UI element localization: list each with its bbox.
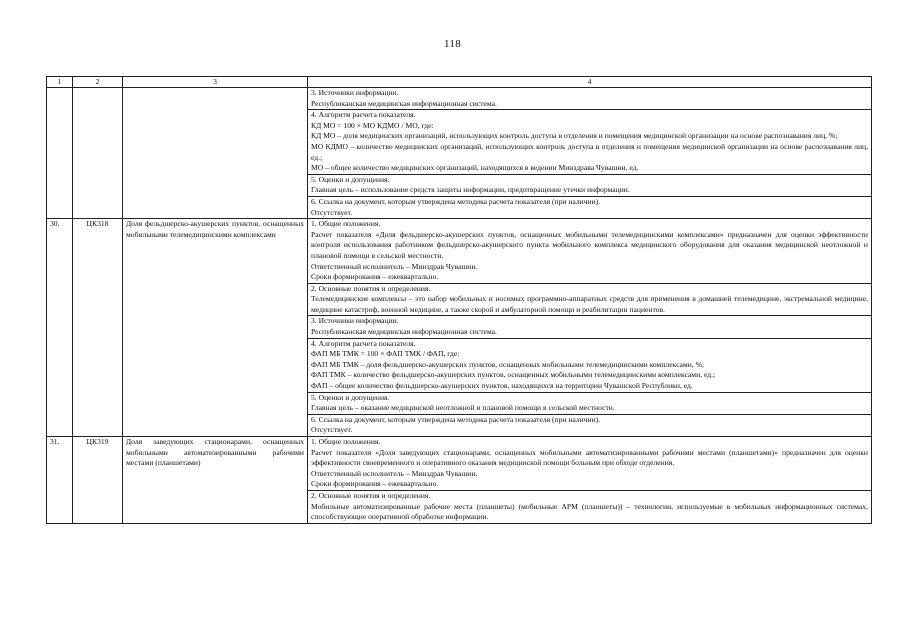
indicator-code [73,88,123,219]
section-line: 1. Общие положения. [311,219,381,229]
section-line: ФАП ТМК – количество фельдшерско-акушерских пунктов, оснащенных мобильными телемедицинскими комплексами, ед.; [311,370,716,380]
section-cell [308,174,872,196]
row-number [47,88,73,219]
section-line: 5. Оценки и допущения. [311,392,390,402]
section-cell [308,88,872,110]
section-line: Ответственный исполнитель – Минздрав Чувашии. [311,468,478,478]
section-line: 5. Оценки и допущения. [311,174,390,184]
section-line: Главная цель – оказание медицинской неотложной и плановой помощи в сельской местности. [311,403,615,413]
section-line: Главная цель – использование средств защиты информации, предотвращение утечки информации. [311,185,630,195]
section-line: Отсутствует. [311,425,353,435]
section-line: Ответственный исполнитель – Минздрав Чувашии. [311,261,478,271]
section-line: ФАП МБ ТМК = 100 × ФАП ТМК / ФАП, где: [311,349,460,359]
section-line: КД МО = 100 × МО КДМО / МО, где: [311,120,434,130]
indicator-table [46,76,872,524]
section-cell [308,219,872,284]
header-col-1: 1 [47,77,73,88]
indicator-name: Доля заведующих стационарами, оснащенных мобильными автоматизированными рабочими местами (планшетами) [123,437,308,524]
indicator-name [123,88,308,219]
section-line: 4. Алгоритм расчета показателя. [311,110,416,120]
row-number: 31. [47,437,73,524]
section-cell [308,110,872,175]
page-number: 118 [444,38,461,50]
continuation-row [47,88,872,110]
indicator-code: ЦК318 [73,219,123,437]
table-row [47,219,872,284]
header-col-2: 2 [73,77,123,88]
section-line: Мобильные автоматизированные рабочие места (планшеты) (мобильные АРМ (планшеты)) – технологии, используемые в мобильных информационных системах, способствующие оперативной обработке информации. [311,501,868,522]
section-cell [308,316,872,338]
section-cell [308,196,872,218]
section-cell [308,437,872,491]
indicator-code: ЦК319 [73,437,123,524]
section-line: МО КДМО – количество медицинских организаций, использующих контроль доступа в отделения и помещения медицинской организации на основе распознавания лиц, ед.; [311,141,868,162]
section-line: Сроки формирования – ежеквартально. [311,272,439,282]
section-cell [308,392,872,414]
section-line: Расчет показателя «Доля фельдшерско-акушерских пунктов, оснащенных мобильными телемедицинскими комплексами» предназначен для оценки эффективности контроля использования работником фельдшерско-акушерского пункта мобильного комплекса медицинского оборудования для оказания медицинской неотложной и плановой помощи в сельской местности. [311,229,868,260]
section-line: 2. Основные понятия и определения. [311,490,431,500]
section-line: 1. Общие положения. [311,437,381,446]
section-line: Расчет показателя «Доля заведующих стационарами, оснащенных мобильными автоматизированными рабочими местами (планшетами)» предназначен для оценки эффективности своевременного и оперативного оказания медицинской помощи больным при обходе отделения. [311,447,868,468]
section-line: 3. Источники информации. [311,88,399,97]
section-line: 4. Алгоритм расчета показателя. [311,338,416,348]
section-line: Сроки формирования – ежеквартально. [311,479,439,489]
section-line: 2. Основные понятия и определения. [311,283,431,293]
section-line: 6. Ссылка на документ, которым утверждена методика расчета показателя (при наличии). [311,196,601,206]
header-col-4: 4 [308,77,872,88]
section-line: 6. Ссылка на документ, которым утверждена методика расчета показателя (при наличии). [311,414,601,424]
section-cell [308,414,872,436]
indicator-name: Доля фельдшерско-акушерских пунктов, оснащенных мобильными телемедицинскими комплексами [123,219,308,437]
section-line: Республиканская медицинская информационная система. [311,327,497,337]
section-line: 3. Источники информации. [311,316,399,326]
section-line: Республиканская медицинская информационная система. [311,98,497,108]
table-row [47,437,872,491]
section-line: Телемедицинские комплексы – это набор мобильных и носимых программно-аппаратных средств для применения в домашней телемедицине, экстремальной медицине, медицине катастроф, военной медицине, а также скорой и амбулаторной помощи и реабилитации пациентов. [311,294,868,314]
section-line: Отсутствует. [311,207,353,217]
section-line: ФАП МБ ТМК – доля фельдшерско-акушерских пунктов, оснащенных мобильными телемедицинскими комплексами, %; [311,359,705,369]
section-line: ФАП – общее количество фельдшерско-акушерских пунктов, находящихся на территории Чувашской Республики, ед. [311,381,693,391]
header-col-3: 3 [123,77,308,88]
section-line: КД МО – доля медицинских организаций, использующих контроль доступа в отделения и помещения медицинской организации на основе распознавания лиц, %; [311,131,838,141]
section-cell [308,338,872,392]
section-cell [308,490,872,523]
section-cell [308,283,872,316]
row-number: 30. [47,219,73,437]
section-line: МО – общее количество медицинских организаций, находящихся в ведении Минздрава Чувашии, ед. [311,163,639,173]
table-header-row [47,77,872,88]
